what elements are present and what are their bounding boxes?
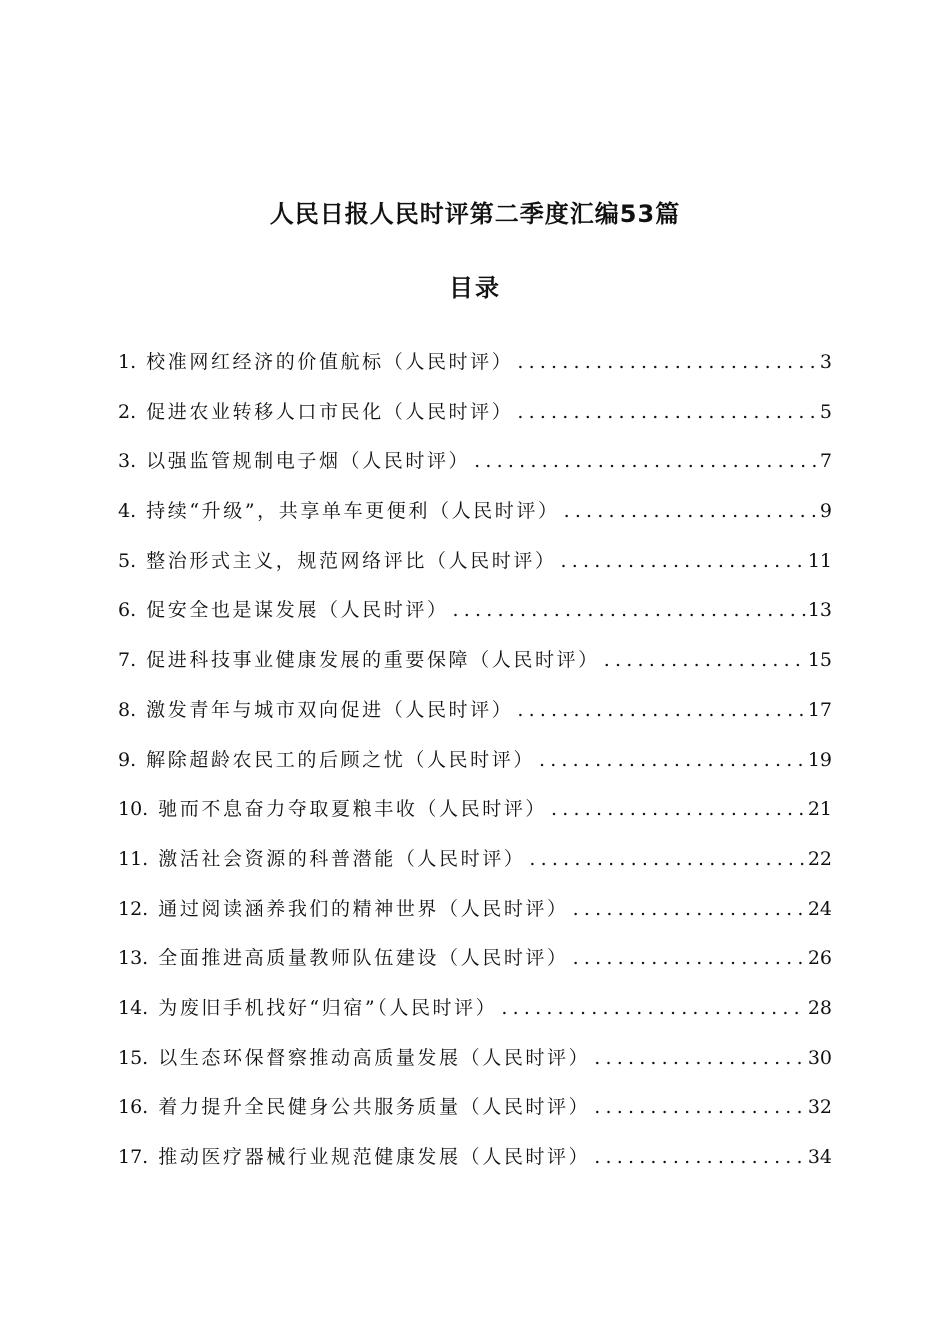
toc-dot-leader: [551, 791, 806, 827]
toc-entry-title: 持续“升级”，共享单车更便利（人民时评）: [146, 500, 560, 523]
toc-entry-page: 34: [807, 1146, 832, 1168]
toc-dot-leader: [594, 1139, 806, 1175]
toc-dot-leader: [517, 692, 805, 728]
toc-entry-title: 促安全也是谋发展（人民时评）: [146, 599, 449, 622]
toc-entry-page: 15: [807, 649, 832, 672]
toc-entry-page: 30: [807, 1046, 832, 1069]
toc-entry-page: 3: [819, 351, 832, 373]
toc-entry-title: 全面推进高质量教师队伍建设（人民时评）: [158, 947, 569, 970]
document-title: 人民日报人民时评第二季度汇编53篇: [269, 200, 681, 228]
toc-entry-page: 17: [807, 698, 832, 721]
toc-entry[interactable]: [118, 990, 832, 1040]
toc-entry-title: 校准网红经济的价值航标（人民时评）: [146, 351, 514, 373]
toc-entry-page: 22: [807, 847, 832, 870]
toc-entry-page: 32: [807, 1096, 832, 1119]
toc-entry-number: 12.: [118, 897, 149, 920]
toc-dot-leader: [594, 1040, 806, 1076]
toc-entry-number: 3.: [118, 450, 137, 473]
toc-dot-leader: [594, 1089, 806, 1125]
toc-entry[interactable]: [118, 940, 832, 990]
toc-dot-leader: [604, 642, 806, 678]
toc-entry-title: 解除超龄农民工的后顾之忧（人民时评）: [146, 748, 535, 771]
toc-entry-title: 激发青年与城市双向促进（人民时评）: [146, 698, 514, 721]
toc-entry[interactable]: [118, 791, 832, 841]
toc-entry-number: 14.: [118, 996, 149, 1019]
toc-entry-number: 4.: [118, 500, 137, 523]
toc-entry[interactable]: [118, 692, 832, 742]
toc-entry-page: 5: [819, 400, 832, 423]
toc-entry-number: 2.: [118, 400, 137, 423]
toc-entry[interactable]: [118, 394, 832, 444]
toc-dot-leader: [529, 841, 805, 877]
toc-dot-leader: [573, 940, 806, 976]
toc-dot-leader: [539, 742, 806, 778]
toc-entry[interactable]: [118, 592, 832, 642]
toc-entry-page: 19: [807, 748, 832, 771]
toc-entry-title: 整治形式主义，规范网络评比（人民时评）: [146, 549, 557, 572]
toc-dot-leader: [501, 990, 805, 1026]
toc-entry-title: 以强监管规制电子烟（人民时评）: [146, 450, 471, 473]
toc-entry[interactable]: [118, 642, 832, 692]
toc-entry-title: 着力提升全民健身公共服务质量（人民时评）: [158, 1096, 591, 1119]
toc-entry-number: 11.: [118, 847, 149, 870]
toc-dot-leader: [453, 592, 806, 628]
toc-entry-page: 26: [807, 947, 832, 970]
toc-entry-title: 驰而不息奋力夺取夏粮丰收（人民时评）: [158, 798, 548, 821]
toc-entry-title: 促进农业转移人口市民化（人民时评）: [146, 400, 514, 423]
toc-entry-number: 16.: [118, 1096, 149, 1119]
table-of-contents: [118, 344, 832, 1189]
toc-dot-leader: [561, 543, 806, 579]
toc-entry[interactable]: [118, 443, 832, 493]
toc-entry[interactable]: [118, 891, 832, 941]
toc-entry[interactable]: [118, 742, 832, 792]
toc-entry-number: 7.: [118, 649, 137, 672]
toc-entry-title: 促进科技事业健康发展的重要保障（人民时评）: [146, 649, 600, 672]
toc-entry-number: 9.: [118, 748, 137, 771]
toc-entry-number: 17.: [118, 1146, 149, 1168]
toc-dot-leader: [517, 344, 818, 380]
toc-entry-page: 9: [819, 500, 832, 523]
toc-dot-leader: [573, 891, 806, 927]
toc-entry-page: 24: [807, 897, 832, 920]
toc-entry-title: 以生态环保督察推动高质量发展（人民时评）: [158, 1046, 591, 1069]
toc-entry[interactable]: [118, 344, 832, 394]
toc-heading: 目录: [449, 274, 501, 302]
toc-entry-page: 11: [807, 549, 832, 572]
toc-entry[interactable]: [118, 841, 832, 891]
toc-entry-number: 6.: [118, 599, 137, 622]
toc-entry-page: 28: [807, 996, 832, 1019]
toc-entry-page: 21: [807, 798, 832, 821]
toc-dot-leader: [564, 493, 818, 529]
toc-dot-leader: [474, 443, 818, 479]
toc-entry-title: 为废旧手机找好“归宿”（人民时评）: [158, 996, 498, 1019]
toc-entry[interactable]: [118, 1139, 832, 1189]
toc-entry-title: 通过阅读涵养我们的精神世界（人民时评）: [158, 897, 569, 920]
toc-entry-title: 推动医疗器械行业规范健康发展（人民时评）: [158, 1146, 591, 1168]
toc-entry-page: 13: [807, 599, 832, 622]
toc-entry-number: 5.: [118, 549, 137, 572]
toc-dot-leader: [517, 394, 818, 430]
toc-entry-number: 1.: [118, 351, 137, 373]
toc-entry-title: 激活社会资源的科普潜能（人民时评）: [158, 847, 526, 870]
toc-entry[interactable]: [118, 543, 832, 593]
toc-entry-number: 13.: [118, 947, 149, 970]
toc-entry[interactable]: [118, 1040, 832, 1090]
toc-entry[interactable]: [118, 493, 832, 543]
toc-entry-page: 7: [819, 450, 832, 473]
toc-entry-number: 15.: [118, 1046, 149, 1069]
toc-entry[interactable]: [118, 1089, 832, 1139]
toc-entry-number: 10.: [118, 798, 149, 821]
toc-entry-number: 8.: [118, 698, 137, 721]
